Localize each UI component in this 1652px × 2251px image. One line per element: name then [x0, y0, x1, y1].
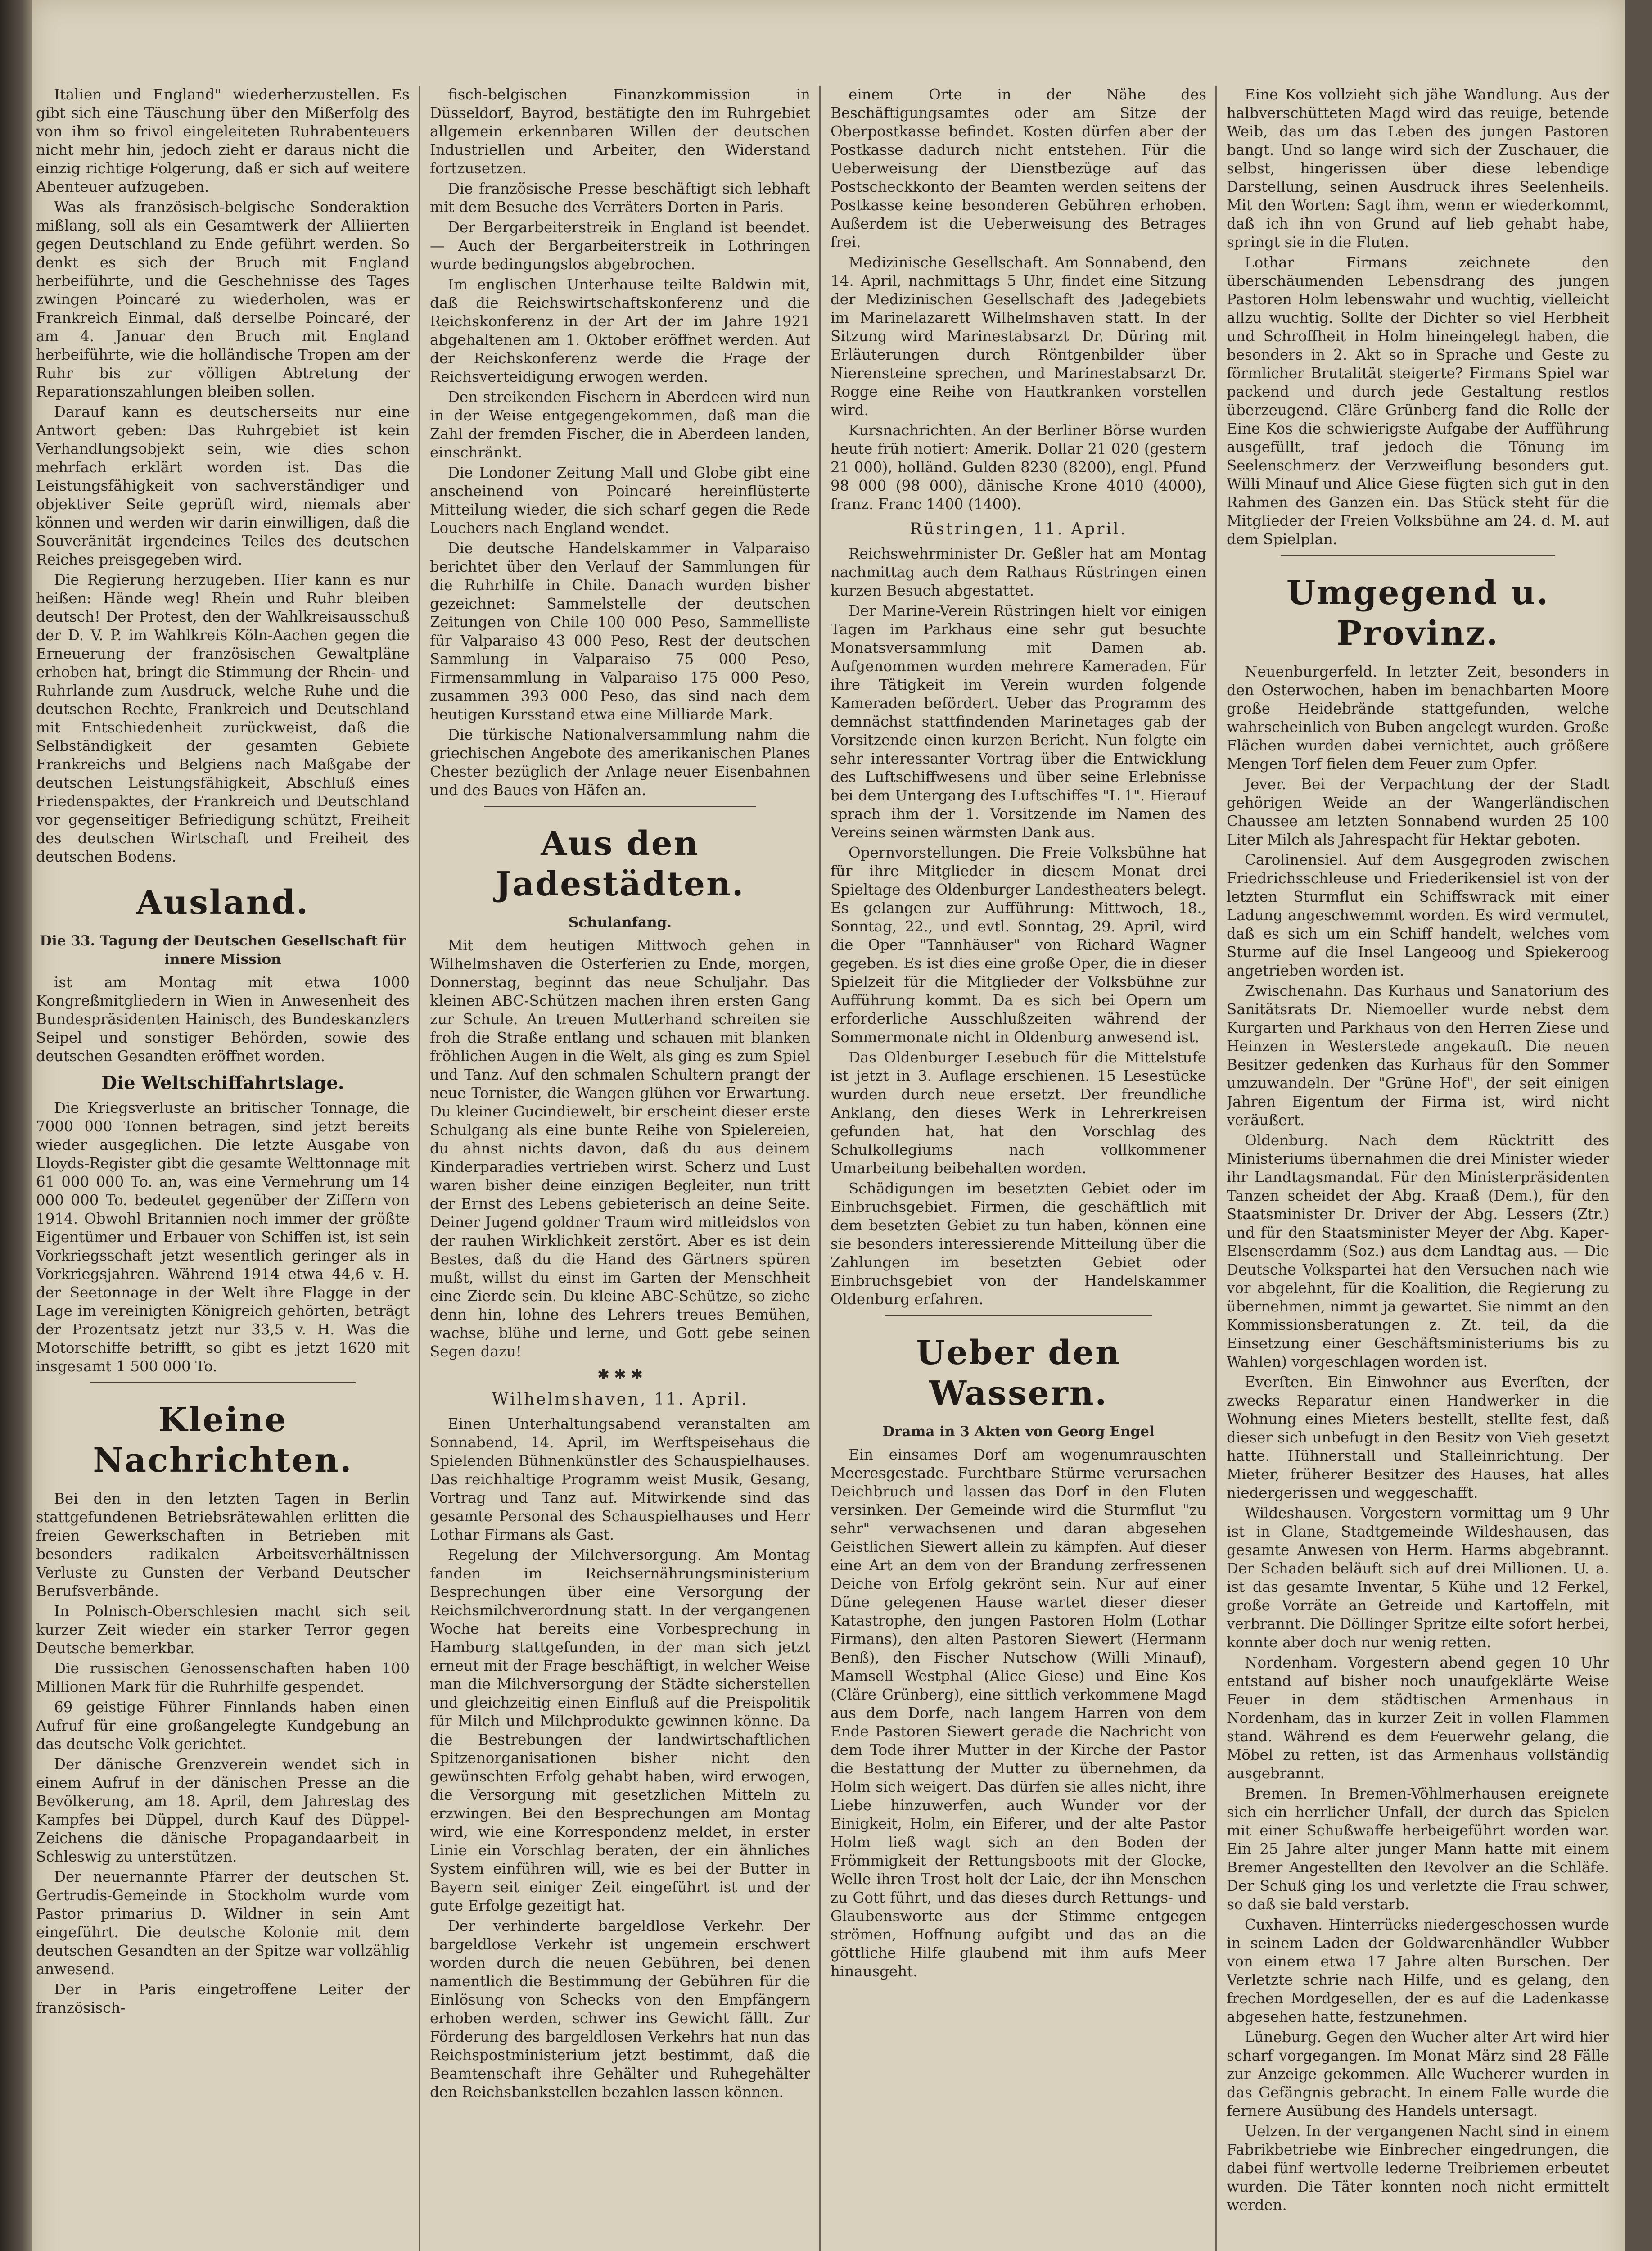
article-subheading: Die 33. Tagung der Deutschen Gesellschaft für innere Mission	[40, 933, 406, 967]
paragraph: Einen Unterhaltungsabend veranstalten am Sonnabend, 14. April, im Werftspeisehaus die Spielenden Bühnenkünstler des Schauspielhauses. Das reichhaltige Programm weist Musik, Gesang, Vortrag und Tanz auf. Mitwirkende sind das gesamte Personal des Schauspielhauses und Herr Lothar Firmans als Gast.	[430, 1415, 810, 1543]
divider	[885, 1315, 1152, 1316]
paragraph: Der Marine-Verein Rüstringen hielt vor einigen Tagen im Parkhaus eine sehr gut besuchte Monatsversammlung mit Damen ab. Aufgenommen wurden mehrere Kameraden. Für ihre Tätigkeit im Verein wurden folgende Kameraden befördert. Ueber das Programm des demnächst stattfindenden Marinetages gab der Vorsitzende einen kurzen Bericht. Nun folgte ein sehr interessanter Vortrag über die Entwicklung des Luftschiffwesens und über seine Erlebnisse bei dem Untergang des Luftschiffes "L 1". Hierauf sprach ihm der 1. Vorsitzende im Namen des Vereins seinen wärmsten Dank aus.	[831, 602, 1206, 841]
divider	[90, 1382, 356, 1383]
column-2	[430, 86, 810, 2251]
paragraph: Die türkische Nationalversammlung nahm die griechischen Angebote des amerikanischen Planes Chester bezüglich der Anlage neuer Eisenbahnen und des Baues von Häfen an.	[430, 726, 810, 799]
paragraph: Ein einsames Dorf am wogenumrauschten Meeresgestade. Furchtbare Stürme verursachen Deichbruch und lassen das Dorf in den Fluten versinken. Der Gemeinde wird die Sturmflut "zu sehr" verwachsenen und daran abgesehen Geistlichen Siewert allein zu kämpfen. Auf dieser eine Art an dem von der Brandung zerfressenen Deiche von Erfolg gekrönt sein. Nur auf einer Düne gelegenen Hause wartet dieser dieser Katastrophe, den jungen Pastoren Holm (Lothar Firmans), den alten Pastoren Siewert (Hermann Benß), den Fischer Nutschow (Willi Minauf), Mamsell Westphal (Alice Giese) und Eine Kos (Cläre Grünberg), eine sittlich verkommene Magd aus dem Dorfe, nach langem Harren von dem Ende Pastoren Siewert gerade die Nachricht von dem Tode ihrer Mutter in der Kirche der Pastor die Bestattung der Mutter zu übernehmen, da Holm sich weigert. Das dürfen sie alles nicht, ihre Liebe hinzuwerfen, auch Wunder vor der Einigkeit, Holm, ein Eiferer, und der alte Pastor Holm ließ wagt sich an den Boden der Frömmigkeit der Rettungsboots mit der Glocke, Welle ihren Trost holt der Laie, der ihn Menschen zu Gott führt, und das dieses durch Rettungs- und Glaubensworte aus der Stimme entgegen strömen, Hoffnung aufgibt und das an die göttliche Hilfe glaubend mit ihm aufs Meer hinausgeht.	[831, 1446, 1206, 1980]
article-subheading: Schulanfang.	[568, 914, 672, 931]
paragraph: fisch-belgischen Finanzkommission in Düsseldorf, Bayrod, bestätigte den im Ruhrgebiet allgemein erkennbaren Willen der deutschen Industriellen und Arbeiter, den Widerstand fortzusetzen.	[430, 86, 810, 177]
article-subheading: Drama in 3 Akten von Georg Engel	[882, 1424, 1155, 1440]
section-heading-ueber-den-wassern: Ueber den Wassern.	[916, 1333, 1121, 1413]
paragraph: Reichswehrminister Dr. Geßler hat am Montag nachmittag auch dem Rathaus Rüstringen einen kurzen Besuch abgestattet.	[831, 545, 1206, 599]
paragraph: Lüneburg. Gegen den Wucher alter Art wird hier scharf vorgegangen. Im Monat März sind 28 Fälle zur Anzeige gekommen. Alle Wucherer wurden in das Gefängnis gebracht. In einem Falle wurde die fernere Ausübung des Handels untersagt.	[1227, 2029, 1609, 2120]
paragraph: Die deutsche Handelskammer in Valparaiso berichtet über den Verlauf der Sammlungen für die Ruhrhilfe in Chile. Danach wurden bisher gezeichnet: Sammelstelle der deutschen Zeitungen von Chile 100 000 Peso, Sammelliste für Valparaiso 43 000 Peso, Rest der deutschen Sammlung in Valparaiso 75 000 Peso, Firmensammlung in Valparaiso 175 000 Peso, zusammen 393 000 Peso, das sind nach dem heutigen Kursstand etwa eine Milliarde Mark.	[430, 540, 810, 723]
column-4	[1227, 86, 1609, 2251]
paragraph: Lothar Firmans zeichnete den überschäumenden Lebensdrang des jungen Pastoren Holm lebenswahr und wuchtig, vielleicht allzu wuchtig. Sollte der Dichter so viel Herbheit und Schroffheit in Holm hineingelegt haben, die besonders in 2. Akt so in Sprache und Geste zu förmlicher Brutalität steigerte? Firmans Spiel war packend und durch jede Gestaltung restlos überzeugend. Cläre Grünberg fand die Rolle der Eine Kos die schwierigste Aufgabe der Aufführung ausgefüllt, traf jedoch die Tönung im Seelenschmerz der Verzweiflung besonders gut. Willi Minauf und Alice Giese fügten sich gut in den Rahmen des Ganzen ein. Das Stück steht für die Mitglieder der Freien Volksbühne am 24. d. M. auf dem Spielplan.	[1227, 254, 1609, 548]
section-heading-kleine-nachrichten: Kleine Nachrichten.	[93, 1401, 353, 1480]
paragraph: Jever. Bei der Verpachtung der der Stadt gehörigen Weide an der Wangerländischen Chaussee am letzten Sonnabend wurden 25 100 Liter Milch als Jahrespacht für Hektar geboten.	[1227, 776, 1609, 848]
paragraph: Kursnachrichten. An der Berliner Börse wurden heute früh notiert: Amerik. Dollar 21 020 (gestern 21 000), holländ. Gulden 8230 (8200), engl. Pfund 98 000 (98 000), dänische Krone 4010 (4000), franz. Franc 1400 (1400).	[831, 422, 1206, 513]
paragraph: Neuenburgerfeld. In letzter Zeit, besonders in den Osterwochen, haben im benachbarten Moore große Heidebrände stattgefunden, welche wahrscheinlich von Buben angelegt wurden. Große Flächen wurden dabei vernichtet, auch größere Mengen Torf fielen dem Feuer zum Opfer.	[1227, 663, 1609, 773]
paragraph: Oldenburg. Nach dem Rücktritt des Ministeriums übernahmen die drei Minister wieder ihr Landtagsmandat. Für den Ministerpräsidenten Tanzen scheidet der Abg. Kraaß (Dem.), für den Staatsminister Dr. Driver der Abg. Lessers (Ztr.) und für den Staatsminister Meyer der Abg. Kaper-Elsenserdamm (Soz.) aus dem Landtag aus. — Die Deutsche Volkspartei hat den Versuchen nach wie vor abgelehnt, für die Koalition, die Regierung zu übernehmen, nimmt ja gewartet. Sie nimmt an den Kommissionsberatungen z. Zt. teil, da die Einsetzung einer Geschäftsministeriums bis zu Wahlen) vorgeschlagen worden ist.	[1227, 1132, 1609, 1370]
paragraph: Wildeshausen. Vorgestern vormittag um 9 Uhr ist in Glane, Stadtgemeinde Wildeshausen, das gesamte Anwesen von Herm. Harms abgebrannt. Der Schaden beläuft sich auf drei Millionen. U. a. ist das gesamte Inventar, 5 Kühe und 12 Ferkel, große Vorräte an Getreide und Kartoffeln, mit verbrannt. Die Döllinger Spritze eilte sofort herbei, konnte aber doch nur wenig retten.	[1227, 1505, 1609, 1651]
column-3	[831, 86, 1206, 2251]
paragraph: Die russischen Genossenschaften haben 100 Millionen Mark für die Ruhrhilfe gespendet.	[36, 1660, 410, 1695]
separator-stars: ✱ ✱ ✱	[597, 1366, 643, 1383]
paragraph: Italien und England" wiederherzustellen. Es gibt sich eine Täuschung über den Mißerfolg des von ihm so frivol eingeleiteten Ruhrabenteuers nicht mehr hin, jedoch zieht er daraus nicht die einzig richtige Folgerung, daß er sich auf weitere Abenteuer aufzugeben.	[36, 86, 410, 195]
paragraph: Die Regierung herzugeben. Hier kann es nur heißen: Hände weg! Rhein und Ruhr bleiben deutsch! Der Protest, den der Wahlkreisausschuß der D. V. P. im Wahlkreis Köln-Aachen gegen die Erneuerung der französischen Gewaltpläne erhoben hat, bringt die Stimmung der Rhein- und Ruhrlande zum Ausdruck, welche Ruhe und die deutschen Rechte, Frankreich und Deutschland mit Entschiedenheit zurückweist, daß die Selbständigkeit der gesamten Gebiete Frankreichs und Belgiens nach Maßgabe der deutschen Leistungsfähigkeit, Abschluß eines Friedenspaktes, der Frankreich und Deutschland vor gegenseitiger Befriedigung schützt, Freiheit des deutschen Wirtschaft und Freiheit des deutschen Bodens.	[36, 571, 410, 865]
book-binding	[0, 0, 32, 2251]
newspaper-page	[32, 0, 1625, 2251]
column-rule	[819, 86, 821, 2251]
paragraph: Opernvorstellungen. Die Freie Volksbühne hat für ihre Mitglieder in diesem Monat drei Spieltage des Oldenburger Landestheaters belegt. Es gelangen zur Aufführung: Mittwoch, 18., Sonntag, 22., und evtl. Sonntag, 29. April, wird die Oper "Tannhäuser" von Richard Wagner gegeben. Es ist dies eine große Oper, die in dieser Spielzeit für die Mitglieder der Volksbühne zur Aufführung kommt. Da es sich bei Opern um erforderliche Ausschlußzeiten während der Sommermonate nicht in Oldenburg anwesend ist.	[831, 844, 1206, 1046]
divider	[1281, 555, 1555, 556]
section-heading-ausland: Ausland.	[136, 883, 310, 922]
dateline: Wilhelmshaven, 11. April.	[492, 1390, 749, 1409]
paragraph: Die französische Presse beschäftigt sich lebhaft mit dem Besuche des Verräters Dorten in Paris.	[430, 180, 810, 216]
column-rule	[419, 86, 420, 2251]
section-heading-jadestaedten: Aus den Jadestädten.	[495, 824, 745, 904]
section-heading-umgegend: Umgegend u. Provinz.	[1286, 574, 1550, 653]
paragraph: Nordenham. Vorgestern abend gegen 10 Uhr entstand auf bisher noch unaufgeklärte Weise Feuer in dem städtischen Armenhaus in Nordenham, das in kurzer Zeit in vollen Flammen stand. Während es dem Feuerwehr gelang, die Möbel zu retten, ist das Armenhaus vollständig ausgebrannt.	[1227, 1654, 1609, 1782]
paragraph: Was als französisch-belgische Sonderaktion mißlang, soll als ein Gesamtwerk der Alliierten gegen Deutschland zu Ende geführt werden. So denkt es sich der Bruch mit England herbeiführte, und die Geschehnisse des Tages zwingen Poincaré zu wiederholen, was er Frankreich Einmal, daß derselbe Poincaré, der am 4. Januar den Bruch mit England herbeiführte, wie die holländische Tropen am der Ruhr bis zur völligen Abtretung der Reparationszahlungen bleiben sollen.	[36, 199, 410, 400]
column-1	[36, 86, 410, 2251]
paragraph: Regelung der Milchversorgung. Am Montag fanden im Reichsernährungsministerium Besprechungen über eine Versorgung der Reichsmilchverordnung statt. In der vergangenen Woche hat bereits eine Vorbesprechung in Hamburg stattgefunden, in der man sich jetzt erneut mit der Frage beschäftigt, in welcher Weise man die Milchversorgung der Städte sicherstellen und gleichzeitig einen Einfluß auf die Preispolitik für Milch und Milchprodukte gewinnen könne. Da die Bestrebungen der landwirtschaftlichen Spitzenorganisationen bisher nicht den gewünschten Erfolg gehabt haben, wird erwogen, die Versorgung mit gesetzlichen Mitteln zu erzwingen. Bei den Besprechungen am Montag wird, wie eine Korrespondenz meldet, in erster Linie ein Vorschlag beraten, der ein ähnliches System einführen will, wie es bei der Butter in Bayern seit einiger Zeit eingeführt ist und der gute Erfolge gezeitigt hat.	[430, 1546, 810, 1914]
paragraph: Das Oldenburger Lesebuch für die Mittelstufe ist jetzt in 3. Auflage erschienen. 15 Lesestücke wurden durch neue ersetzt. Der freundliche Anklang, den dieses Werk in Lehrerkreisen gefunden hat, hat den Vorschlag des Schulkollegiums nach vollkommener Umarbeitung beibehalten worden.	[831, 1049, 1206, 1177]
divider	[484, 806, 756, 807]
paragraph: Der neuernannte Pfarrer der deutschen St. Gertrudis-Gemeinde in Stockholm wurde vom Pastor primarius D. Wildner in sein Amt eingeführt. Die deutsche Kolonie mit dem deutschen Gesandten an der Spitze war vollzählig anwesend.	[36, 1868, 410, 1978]
paragraph: Bei den in den letzten Tagen in Berlin stattgefundenen Betriebsrätewahlen erlitten die freien Gewerkschaften in Betrieben mit besonders radikalen Arbeitsverhältnissen Verluste zu Gunsten der Verband Deutscher Berufsverbände.	[36, 1490, 410, 1600]
paragraph: Die Kriegsverluste an britischer Tonnage, die 7000 000 Tonnen betragen, sind jetzt bereits wieder ausgeglichen. Die letzte Ausgabe von Lloyds-Register gibt die gesamte Welttonnage mit 61 000 000 To. an, was eine Vermehrung um 14 000 000 To. bedeutet gegenüber der Ziffern von 1914. Obwohl Britannien noch immer der größte Eigentümer und Erbauer von Schiffen ist, ist sein Vorkriegsschaft jetzt wesentlich geringer als in Vorkriegsjahren. Während 1914 etwa 44,6 v. H. der Seetonnage in der Welt ihre Flagge in der Lage im vereinigten Königreich gehörten, beträgt der Prozentsatz jetzt nur 33,5 v. H. Was die Motorschiffe betrifft, so gibt es jetzt 1620 mit insgesamt 1 500 000 To.	[36, 1099, 410, 1375]
paragraph: In Polnisch-Oberschlesien macht sich seit kurzer Zeit wieder ein starker Terror gegen Deutsche bemerkbar.	[36, 1603, 410, 1657]
paragraph: Eine Kos vollzieht sich jähe Wandlung. Aus der halbverschütteten Magd wird das reuige, betende Weib, das um das Leben des jungen Pastoren bangt. Und so lange wird sich der Zuschauer, die selbst, hingerissen über diese lebendige Darstellung, seinen Ausdruck ihres Seelenheils. Mit den Worten: Sagt ihm, wenn er wiederkommt, daß ich ihn von Grund auf lieb gehabt habe, springt sie in die Fluten.	[1227, 86, 1609, 251]
article-heading: Die Weltschiffahrtslage.	[101, 1072, 344, 1094]
paragraph: Schädigungen im besetzten Gebiet oder im Einbruchsgebiet. Firmen, die geschäftlich mit dem besetzten Gebiet zu tun haben, können eine sie besonders interessierende Mitteilung über die Zahlungen im besetzten Gebiet oder Einbruchsgebiet von der Handelskammer Oldenburg erfahren.	[831, 1180, 1206, 1308]
paragraph: Zwischenahn. Das Kurhaus und Sanatorium des Sanitätsrats Dr. Niemoeller wurde nebst dem Kurgarten und Parkhaus von den Herren Ziese und Heinzen in Westerstede angekauft. Die neuen Besitzer gedenken das Kurhaus für den Sommer umzuwandeln. Der "Grüne Hof", der seit einigen Jahren Eigentum der Firma ist, wird nicht veräußert.	[1227, 982, 1609, 1129]
paragraph: Der in Paris eingetroffene Leiter der französisch-	[36, 1981, 410, 2016]
paragraph: 69 geistige Führer Finnlands haben einen Aufruf für eine großangelegte Kundgebung an das deutsche Volk gerichtet.	[36, 1699, 410, 1753]
paragraph: Der Bergarbeiterstreik in England ist beendet. — Auch der Bergarbeiterstreik in Lothringen wurde bedingungslos abgebrochen.	[430, 219, 810, 273]
paragraph: Darauf kann es deutscherseits nur eine Antwort geben: Das Ruhrgebiet ist kein Verhandlungsobjekt sein, wie dies schon mehrfach erklärt worden ist. Das die Leistungsfähigkeit von sachverständiger und objektiver Seite geprüft wird, niemals aber können und werden wir darin einwilligen, daß die Souveränität irgendeines Teiles des deutschen Reiches preisgegeben wird.	[36, 403, 410, 568]
paragraph: einem Orte in der Nähe des Beschäftigungsamtes oder am Sitze der Oberpostkasse befindet. Kosten dürfen aber der Postkasse dadurch nicht entstehen. Für die Ueberweisung der Dienstbezüge auf das Postscheckkonto der Beamten werden seitens der Postkasse keine besonderen Gebühren erhoben. Außerdem ist die Ueberweisung des Betrages frei.	[831, 86, 1206, 251]
paragraph: Bremen. In Bremen-Vöhlmerhausen ereignete sich ein herrlicher Unfall, der durch das Spielen mit einer Schußwaffe herbeigeführt worden war. Ein 25 Jahre alter junger Mann hatte mit einem Bremer Angestellten den Revolver an die Schläfe. Der Schuß ging los und verletzte die Frau schwer, so daß sie bald verstarb.	[1227, 1785, 1609, 1913]
paragraph: Cuxhaven. Hinterrücks niedergeschossen wurde in seinem Laden der Goldwarenhändler Wubber von einem etwa 17 Jahre alten Burschen. Der Verletzte schrie nach Hilfe, und es gelang, den frechen Mordgesellen, der es auf die Ladenkasse abgesehen hatte, festzunehmen.	[1227, 1916, 1609, 2025]
paragraph: ist am Montag mit etwa 1000 Kongreßmitgliedern in Wien in Anwesenheit des Bundespräsidenten Hainisch, des Bundeskanzlers Seipel und sonstiger Behörden, sowie des deutschen Gesandten eröffnet worden.	[36, 974, 410, 1065]
paragraph: Im englischen Unterhause teilte Baldwin mit, daß die Reichswirtschaftskonferenz und die Reichskonferenz in der Art der im Jahre 1921 abgehaltenen am 1. Oktober eröffnet werden. Auf der Reichskonferenz werde die Frage der Reichsverteidigung erwogen werden.	[430, 276, 810, 385]
paragraph: Uelzen. In der vergangenen Nacht sind in einem Fabrikbetriebe wie Einbrecher eingedrungen, die dabei fünf wertvolle lederne Treibriemen erbeutet wurden. Die Täter konnten noch nicht ermittelt werden.	[1227, 2123, 1609, 2214]
column-rule	[1215, 86, 1217, 2251]
paragraph: Den streikenden Fischern in Aberdeen wird nun in der Weise entgegengekommen, daß man die Zahl der fremden Fischer, die in Aberdeen landen, einschränkt.	[430, 389, 810, 461]
paragraph: Die Londoner Zeitung Mall und Globe gibt eine anscheinend von Poincaré hereinflüsterte Mitteilung wieder, die sich scharf gegen die Rede Louchers nach England wendet.	[430, 464, 810, 537]
paragraph: Medizinische Gesellschaft. Am Sonnabend, den 14. April, nachmittags 5 Uhr, findet eine Sitzung der Medizinischen Gesellschaft des Jadegebiets im Marinelazarett Wilhelmshaven statt. In der Sitzung wird Marinestabsarzt Dr. Düring mit Erläuterungen durch Röntgenbilder über Nierensteine sprechen, und Marinestabsarzt Dr. Rogge eine Reihe von Hautkranken vorstellen wird.	[831, 254, 1206, 419]
paragraph: Everſten. Ein Einwohner aus Everſten, der zwecks Reparatur einen Handwerker in die Wohnung eines Mieters bestellt, stellte fest, daß dieser sich unbefugt in den Besitz von Vieh gesetzt hatte. Hühnerstall und Stalleinrichtung. Der Mieter, früherer Besitzer des Hauses, hat alles niedergerissen und weggeschafft.	[1227, 1374, 1609, 1501]
paragraph: Der dänische Grenzverein wendet sich in einem Aufruf in der dänischen Presse an die Bevölkerung, am 18. April, dem Jahrestag des Kampfes bei Düppel, durch Kauf des Düppel-Zeichens die dänische Propagandaarbeit in Schleswig zu unterstützen.	[36, 1756, 410, 1865]
paragraph: Carolinensiel. Auf dem Ausgegroden zwischen Friedrichsschleuse und Friederikensiel ist von der letzten Sturmflut ein Schiffswrack mit einer Ladung angeschwemmt worden. Es wird vermutet, daß es sich um ein Schiff handelt, welches vom Sturme auf die Insel Langeoog und Spiekeroog angetrieben worden ist.	[1227, 851, 1609, 979]
paragraph: Mit dem heutigen Mittwoch gehen in Wilhelmshaven die Osterferien zu Ende, morgen, Donnerstag, beginnt das neue Schuljahr. Das kleinen ABC-Schützen machen ihren ersten Gang zur Schule. An treuen Mutterhand schreiten sie froh die Straße entlang und schauen mit blanken fröhlichen Augen in die Welt, als ging es zum Spiel und Tanz. Auf den schmalen Schultern prangt der neue Tornister, die Wangen glühen vor Erwartung. Du kleiner Gucindiewelt, bir erscheint dieser erste Schulgang als eine bunte Reihe von Spielereien, du ahnst nichts davon, daß du aus deinem Kinderparadies vertrieben wirst. Scherz und Lust waren bisher deine einzigen Begleiter, nun tritt der Ernst des Lebens gebieterisch an deine Seite. Deiner Jugend goldner Traum wird mitleidslos von der rauhen Wirklichkeit zerstört. Aber es ist dein Bestes, daß du die Hand des Gärtners spüren mußt, willst du einst im Garten der Menschheit eine Zierde sein. Du kleine ABC-Schütze, so ziehe denn hin, lohne des Lehrers treues Bemühen, wachse, blühe und lerne, und Gott gebe seinen Segen dazu!	[430, 937, 810, 1360]
paragraph: Der verhinderte bargeldlose Verkehr. Der bargeldlose Verkehr ist ungemein erschwert worden durch die neuen Gebühren, bei denen namentlich die Bestimmung der Gebühren für die Einlösung von Schecks von den Empfängern erhoben werden, schwer ins Gewicht fällt. Zur Förderung des bargeldlosen Verkehrs hat nun das Reichspostministerium jetzt bestimmt, daß die Beamtenschaft ihre Gehälter und Ruhegehälter den Reichsbankstellen bezahlen lassen können.	[430, 1917, 810, 2101]
dateline: Rüstringen, 11. April.	[910, 520, 1127, 538]
